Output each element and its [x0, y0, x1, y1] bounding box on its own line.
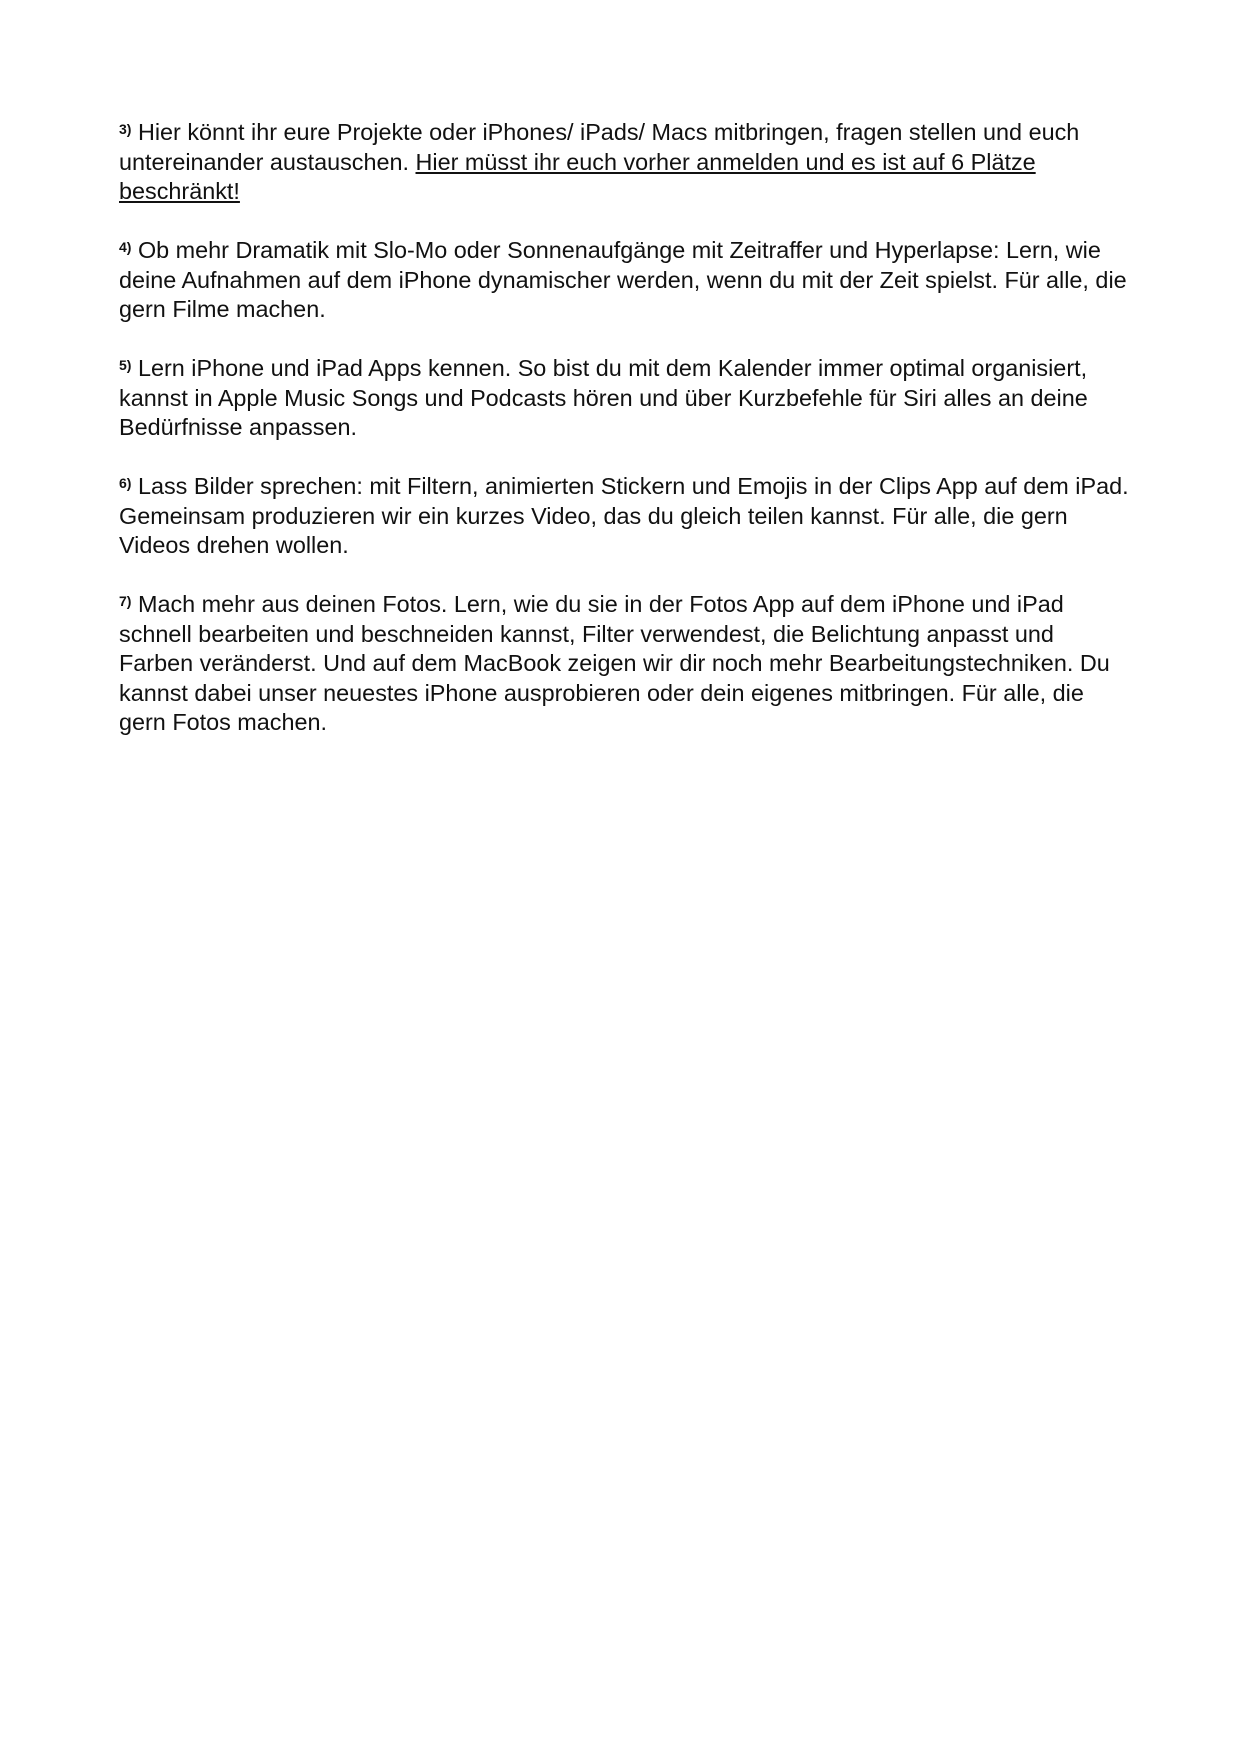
registration-note: Hier müsst ihr euch vorher anmelden und es ist auf 6 Plätze beschränkt!: [119, 148, 1036, 204]
paragraph-7: [119, 590, 1129, 738]
paragraph-text: Ob mehr Dramatik mit Slo-Mo oder Sonnenaufgänge mit Zeitraffer und Hyperlapse: Lern, wie deine Aufnahmen auf dem iPhone dynamischer werden, wenn du mit der Zeit spielst. Für alle, die gern Filme machen.: [119, 237, 1127, 322]
paragraph-number: 6): [119, 475, 132, 491]
paragraph-text: Lern iPhone und iPad Apps kennen. So bist du mit dem Kalender immer optimal organisiert, kannst in Apple Music Songs und Podcasts hören und über Kurzbefehle für Siri alles an deine Bedürfnisse anpassen.: [119, 355, 1088, 440]
paragraph-6: [119, 472, 1129, 561]
paragraph-4: [119, 236, 1129, 325]
paragraph-text: Mach mehr aus deinen Fotos. Lern, wie du sie in der Fotos App auf dem iPhone und iPad schnell bearbeiten und beschneiden kannst, Filter verwendest, die Belichtung anpasst und Farben veränderst. Und auf dem MacBook zeigen wir dir noch mehr Bearbeitungstechniken. Du kannst dabei unser neuestes iPhone ausprobieren oder dein eigenes mitbringen. Für alle, die gern Fotos machen.: [119, 591, 1110, 735]
paragraph-number: 4): [119, 239, 132, 255]
paragraph-3: [119, 118, 1129, 207]
document-page: [119, 118, 1129, 767]
paragraph-text: Hier könnt ihr eure Projekte oder iPhones/ iPads/ Macs mitbringen, fragen stellen und euch untereinander austauschen.: [119, 119, 1080, 175]
paragraph-number: 5): [119, 357, 132, 373]
paragraph-5: [119, 354, 1129, 443]
paragraph-number: 3): [119, 121, 132, 137]
paragraph-number: 7): [119, 593, 132, 609]
paragraph-text: Lass Bilder sprechen: mit Filtern, animierten Stickern und Emojis in der Clips App auf dem iPad. Gemeinsam produzieren wir ein kurzes Video, das du gleich teilen kannst. Für alle, die gern Videos drehen wollen.: [119, 473, 1129, 558]
